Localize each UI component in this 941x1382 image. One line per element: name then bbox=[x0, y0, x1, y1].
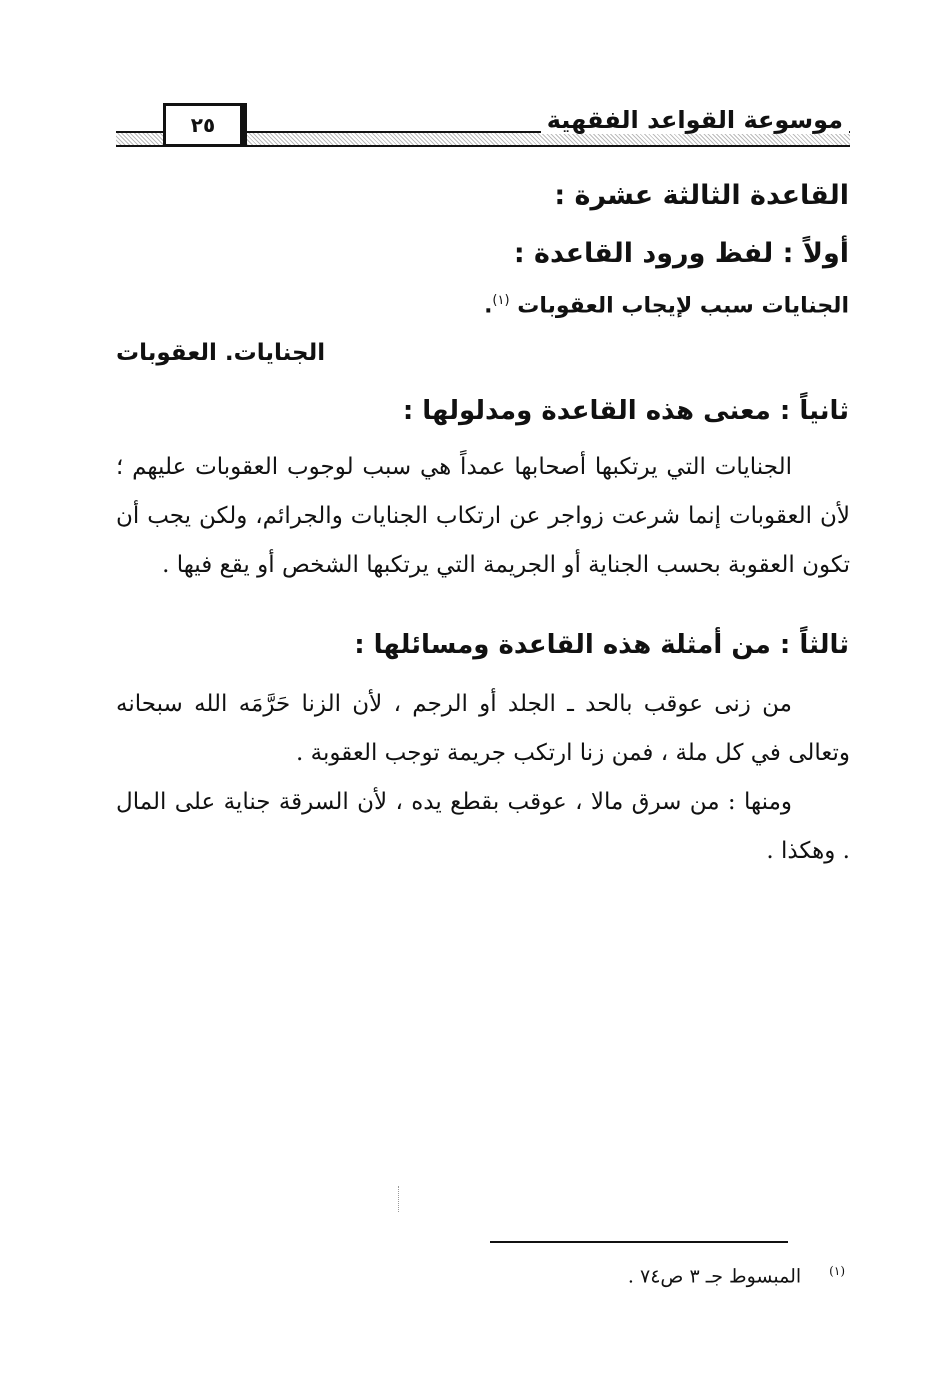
rule-statement-text: الجنايات سبب لإيجاب العقوبات bbox=[517, 293, 849, 319]
section-heading-wording: أولاً : لفظ ورود القاعدة : bbox=[513, 238, 849, 269]
rule-statement-end: . bbox=[484, 293, 493, 319]
scan-artifact bbox=[398, 1186, 399, 1212]
section-heading-meaning: ثانياً : معنى هذه القاعدة ومدلولها : bbox=[402, 396, 849, 426]
footnote bbox=[628, 1264, 845, 1287]
rule-heading: القاعدة الثالثة عشرة : bbox=[554, 180, 849, 211]
example-paragraph-1: من زنى عوقب بالحد ـ الجلد أو الرجم ، لأن الزنا حَرَّمَه الله سبحانه وتعالى في كل ملة ، فمن زنا ارتكب جريمة توجب العقوبة . bbox=[116, 691, 850, 766]
footnote-text: المبسوط جـ ٣ ص٧٤ . bbox=[627, 1265, 802, 1288]
footnote-reference[interactable]: (١) bbox=[492, 293, 510, 308]
footnote-marker: (١) bbox=[829, 1264, 845, 1278]
rule-statement bbox=[484, 293, 849, 318]
page-number: ٢٥ bbox=[163, 103, 243, 147]
keywords: الجنايات. العقوبات bbox=[116, 340, 326, 366]
section-heading-examples: ثالثاً : من أمثلة هذه القاعدة ومسائلها : bbox=[354, 630, 849, 660]
footnote-separator bbox=[490, 1241, 788, 1243]
meaning-paragraph: الجنايات التي يرتكبها أصحابها عمداً هي سبب لوجوب العقوبات عليهم ؛ لأن العقوبات إنما شرعت زواجر عن ارتكاب الجنايات والجرائم، ولكن يجب أن تكون العقوبة بحسب الجناية أو الجريمة التي يرتكبها الشخص أو يقع فيها . bbox=[116, 454, 850, 578]
example-paragraph-2: ومنها : من سرق مالا ، عوقب بقطع يده ، لأن السرقة جناية على المال . وهكذا . bbox=[116, 789, 850, 864]
running-header-title: موسوعة القواعد الفقهية bbox=[541, 106, 849, 134]
